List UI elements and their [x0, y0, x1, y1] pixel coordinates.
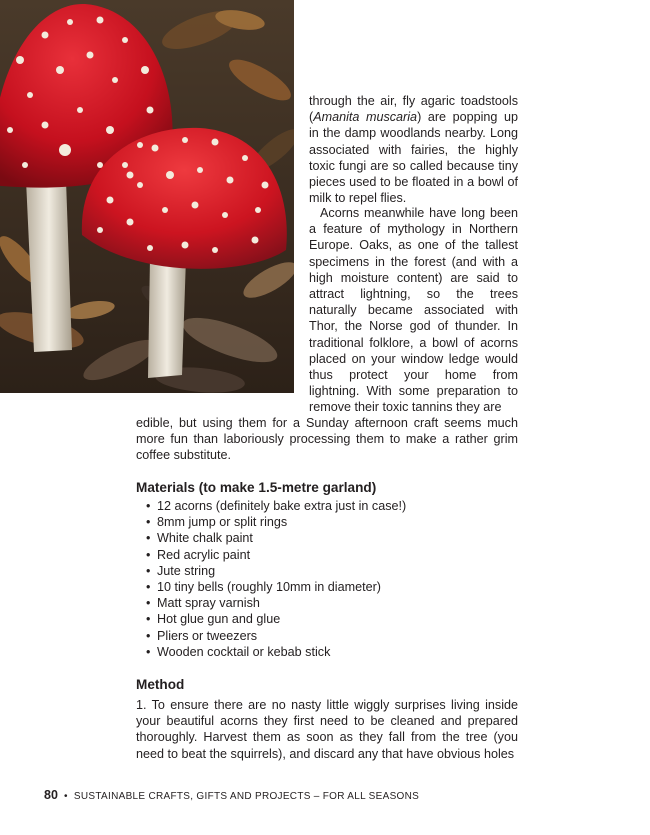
list-item: • Wooden cocktail or kebab stick	[146, 644, 516, 660]
list-item: • White chalk paint	[146, 530, 516, 546]
list-item: • Matt spray varnish	[146, 595, 516, 611]
page-number: 80	[44, 788, 58, 802]
acorn-mythology-paragraph: Acorns meanwhile have long been a feature of mythology in Northern Europe. Oaks, as one of the tallest specimens in the forest (and with a high moisture content) are said to attract lightning, so the trees naturally became associated with Thor, the Norse god of thunder. In traditional folklore, a bowl of acorns placed on your window ledge would thus protect your home from lightning. With some preparation to remove their toxic tannins they are	[309, 206, 518, 415]
method-heading: Method	[136, 677, 185, 692]
list-item: • Hot glue gun and glue	[146, 611, 516, 627]
acorn-mythology-paragraph-continued: edible, but using them for a Sunday afternoon craft seems much more fun than laboriously processing them to make a rather grim coffee substitute.	[136, 416, 518, 463]
book-title: SUSTAINABLE CRAFTS, GIFTS AND PROJECTS – FOR ALL SEASONS	[73, 791, 420, 802]
footer-separator: •	[64, 791, 68, 802]
materials-heading: Materials (to make 1.5-metre garland)	[136, 480, 377, 495]
page-footer	[44, 788, 419, 802]
materials-list	[146, 498, 516, 660]
list-item: • Pliers or tweezers	[146, 628, 516, 644]
list-item: • 12 acorns (definitely bake extra just in case!)	[146, 498, 516, 514]
list-item: • 10 tiny bells (roughly 10mm in diameter)	[146, 579, 516, 595]
list-item: • 8mm jump or split rings	[146, 514, 516, 530]
method-step-1: 1. To ensure there are no nasty little wiggly surprises living inside your beautiful acorns they first need to be cleaned and prepared thoroughly. Harvest them as soon as they fall from the tree (you need to beat the squirrels), and discard any that have obvious holes	[136, 698, 518, 761]
list-item: • Jute string	[146, 563, 516, 579]
intro-paragraph: through the air, fly agaric toadstools (Amanita muscaria) are popping up in the damp woodlands nearby. Long associated with fairies, the highly toxic fungi are so called because tiny pieces used to be floated in a bowl of milk to repel flies.	[309, 94, 518, 206]
list-item: • Red acrylic paint	[146, 547, 516, 563]
latin-name: Amanita muscaria	[313, 110, 418, 125]
fly-agaric-photo	[0, 0, 294, 393]
